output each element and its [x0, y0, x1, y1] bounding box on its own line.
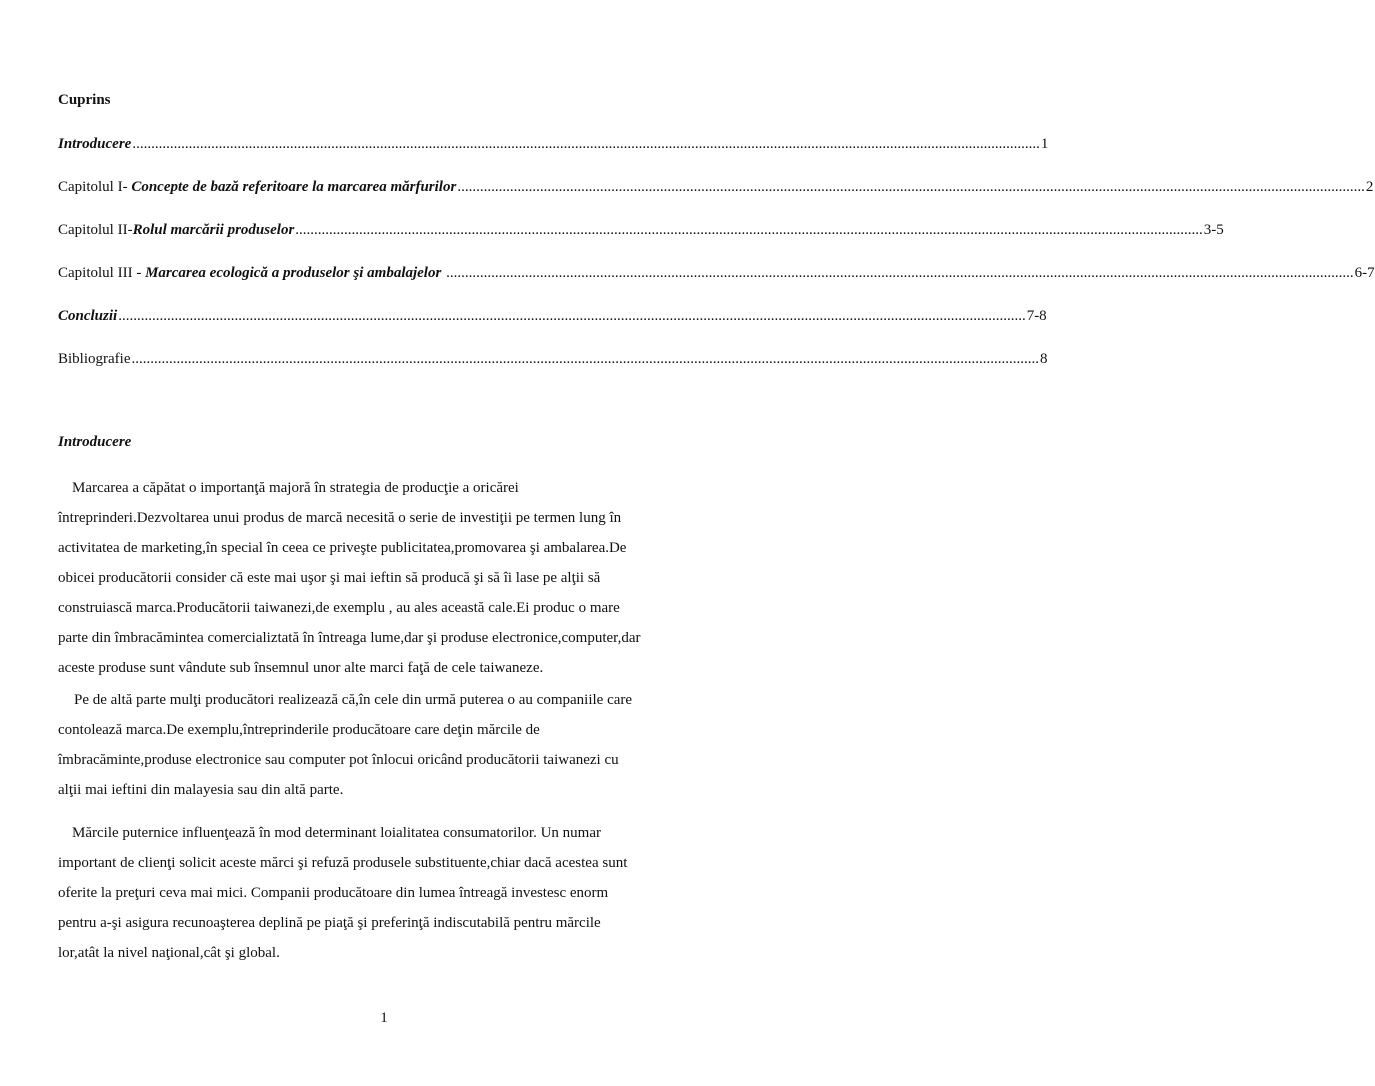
toc-entry-prefix: Capitolul I-	[58, 179, 132, 195]
toc-leader-dots: ..................................................................................................................................................................................................................................................	[295, 222, 1203, 238]
paragraph-line: contolează marca.De exemplu,întreprinderile producătoare care deţin mărcile de	[58, 722, 540, 738]
paragraph-2	[58, 685, 710, 805]
paragraph-line: Mărcile puternice influenţează în mod determinant loialitatea consumatorilor. Un numar	[72, 825, 601, 841]
toc-entry-title: Introducere	[58, 136, 132, 152]
paragraph-line: întreprinderi.Dezvoltarea unui produs de marcă necesită o serie de investiţii pe termen lung în	[58, 510, 622, 526]
paragraph-line: Pe de altă parte mulţi producători realizează că,în cele din urmă puterea o au companiile care	[74, 692, 633, 708]
toc-entry-page: 3-5	[1203, 222, 1224, 238]
toc-entry-spacer	[441, 265, 445, 281]
paragraph-3	[58, 818, 710, 968]
toc-entry-page: 1	[1040, 136, 1049, 152]
toc-entry-bibliografie	[58, 351, 1048, 368]
paragraph-line: obicei producătorii consider că este mai uşor şi mai ieftin să producă şi să îi lase pe alţii să	[58, 570, 601, 586]
toc-entry-title: Concluzii	[58, 308, 118, 324]
toc-leader-dots: ..................................................................................................................................................................................................................................................	[131, 351, 1039, 367]
toc-entry-capitolul-1	[58, 179, 1374, 196]
paragraph-line: Marcarea a căpătat o importanţă majoră în strategia de producţie a oricărei	[72, 480, 519, 496]
toc-entry-prefix: Bibliografie	[58, 351, 131, 367]
toc-entry-title: Rolul marcării produselor	[132, 222, 295, 238]
toc-entry-capitolul-3	[58, 265, 1375, 282]
toc-entry-title: Concepte de bază referitoare la marcarea mărfurilor	[131, 179, 457, 195]
paragraph-line: oferite la preţuri ceva mai mici. Companii producătoare din lumea întreagă investesc enorm	[58, 885, 609, 901]
toc-entry-concluzii	[58, 308, 1047, 325]
paragraph-1	[58, 473, 710, 683]
section-title-introducere: Introducere	[58, 434, 132, 450]
toc-leader-dots: ..................................................................................................................................................................................................................................................	[446, 265, 1354, 281]
page-number: 1	[380, 1010, 388, 1026]
toc-entry-prefix: Capitolul III -	[58, 265, 146, 281]
toc-entry-page: 8	[1039, 351, 1048, 367]
toc-leader-dots: ..................................................................................................................................................................................................................................................	[132, 136, 1040, 152]
paragraph-line: parte din îmbracămintea comercializtată în întreaga lume,dar şi produse electronice,computer,dar	[58, 630, 641, 646]
toc-leader-dots: ..................................................................................................................................................................................................................................................	[118, 308, 1026, 324]
paragraph-line: construiască marca.Producătorii taiwanezi,de exemplu , au ales această cale.Ei produc o mare	[58, 600, 620, 616]
toc-entry-prefix: Capitolul II-	[58, 222, 133, 238]
toc-leader-dots: ..................................................................................................................................................................................................................................................	[457, 179, 1365, 195]
toc-entry-title: Marcarea ecologică a produselor şi ambalajelor	[145, 265, 442, 281]
toc-heading: Cuprins	[58, 92, 111, 108]
paragraph-line: îmbracăminte,produse electronice sau computer pot înlocui oricând producătorii taiwanezi cu	[58, 752, 619, 768]
paragraph-line: important de clienţi solicit aceste mărci şi refuză produsele substituente,chiar dacă acestea sunt	[58, 855, 628, 871]
toc-entry-page: 6-7	[1354, 265, 1375, 281]
paragraph-line: lor,atât la nivel naţional,cât şi global.	[58, 945, 280, 961]
toc-entry-introducere	[58, 136, 1049, 153]
toc-entry-capitolul-2	[58, 222, 1224, 239]
paragraph-line: alţii mai ieftini din malayesia sau din altă parte.	[58, 782, 344, 798]
paragraph-line: activitatea de marketing,în special în ceea ce priveşte publicitatea,promovarea şi ambalarea.De	[58, 540, 627, 556]
paragraph-line: pentru a-şi asigura recunoaşterea deplină pe piaţă şi preferinţă indiscutabilă pentru mărcile	[58, 915, 601, 931]
toc-entry-page: 7-8	[1026, 308, 1047, 324]
toc-entry-page: 2	[1365, 179, 1374, 195]
paragraph-line: aceste produse sunt vândute sub însemnul unor alte marci faţă de cele taiwaneze.	[58, 660, 544, 676]
